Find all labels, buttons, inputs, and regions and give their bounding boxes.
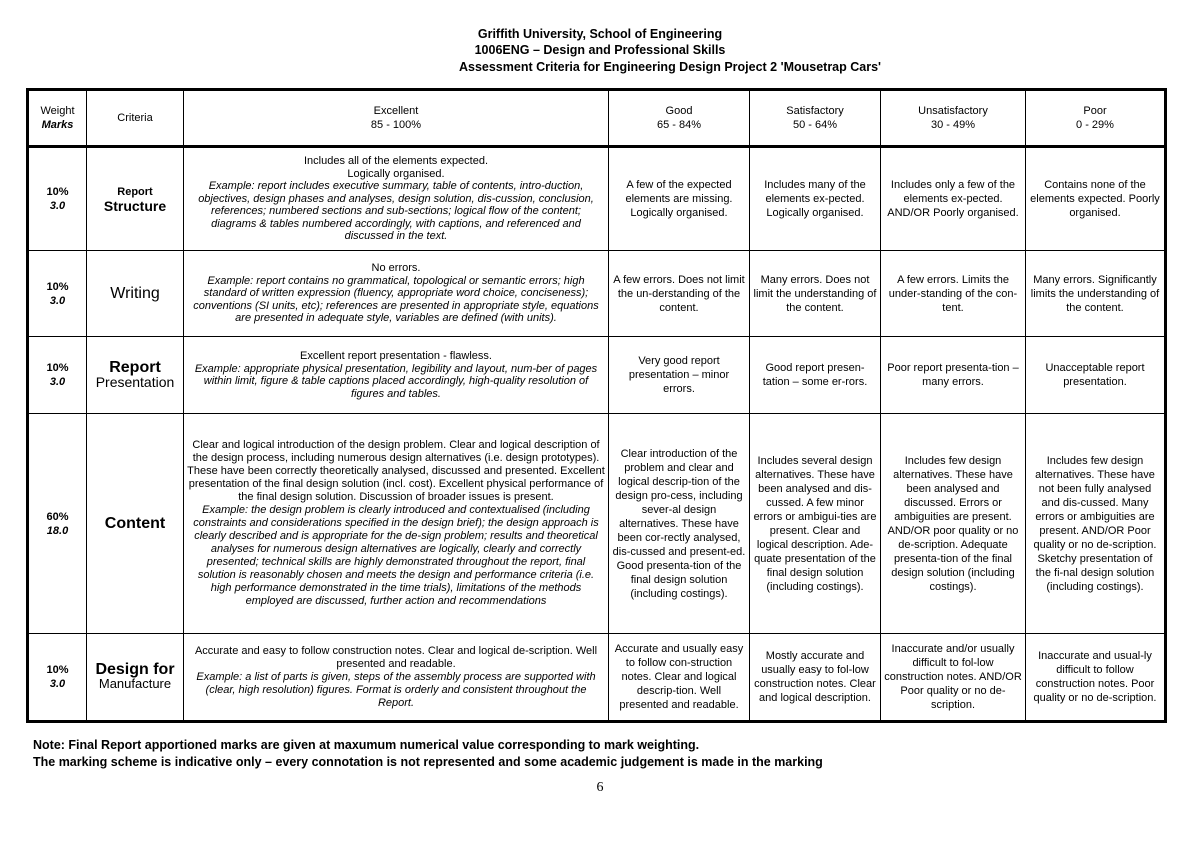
- excellent-text: Excellent report presentation - flawless.: [300, 350, 492, 362]
- excellent-example: Example: report includes executive summary, table of contents, intro-duction, objectives, design phases and analyses, design solution, dis-cussion, conclusion, references; numbered sections and sub-sections; logical flow of the content; diagrams & tables numbered accordingly, with captions, and referenced and discussed in the text.: [198, 180, 594, 243]
- excellent-text: Includes all of the elements expected.: [303, 155, 489, 168]
- table-row: [28, 414, 1166, 634]
- header-criteria: Criteria: [87, 90, 184, 147]
- cell-excellent: [184, 251, 609, 337]
- weight-percent: 10%: [46, 362, 69, 374]
- header-poor: [1026, 90, 1166, 147]
- table-row: [28, 337, 1166, 414]
- row-weight: [28, 251, 87, 337]
- level-name: Poor: [1083, 105, 1107, 117]
- cell-excellent: [184, 634, 609, 722]
- row-weight: [28, 337, 87, 414]
- weight-marks: 3.0: [49, 678, 66, 690]
- weight-percent: 10%: [46, 186, 69, 198]
- row-weight: [28, 147, 87, 251]
- header-unsatisfactory: [881, 90, 1026, 147]
- cell-excellent: [184, 414, 609, 634]
- cell-unsatisfactory: Includes few design alternatives. These have been analysed and discussed. Errors or ambiguities are present. AND/OR poor quality or no de-scription. Adequate presenta-tion of the final design solution (including costings).: [881, 414, 1026, 634]
- excellent-example: Example: appropriate physical presentation, legibility and layout, num-ber of pages within limit, figure & table captions placed accordingly, high-quality resolution of figures and tables.: [194, 362, 598, 400]
- excellent-text-2: Logically organised.: [347, 167, 445, 180]
- level-name: Good: [665, 105, 693, 117]
- document-title-university: Griffith University, School of Engineering: [477, 27, 723, 41]
- cell-good: A few errors. Does not limit the un-derstanding of the content.: [609, 251, 750, 337]
- level-range: 65 - 84%: [656, 119, 702, 131]
- cell-unsatisfactory: A few errors. Limits the under-standing of the con-tent.: [881, 251, 1026, 337]
- criteria-report-presentation: [87, 337, 184, 414]
- criteria-report-structure: [87, 147, 184, 251]
- excellent-text: Clear and logical introduction of the design problem. Clear and logical description of the design process, including numerous design alternatives (i.e. design prototypes). These have been correctly theoretically analysed, discussed and presented. Excellent presentation of the final design solution (incl. cost). Excellent physical performance of the final design solution. Discussion of broader issues is present.: [187, 439, 605, 503]
- cell-poor: Inaccurate and usual-ly difficult to follow construction notes. Poor quality or no de-scription.: [1026, 634, 1166, 722]
- table-row: [28, 147, 1166, 251]
- level-name: Satisfactory: [786, 105, 844, 117]
- cell-good: A few of the expected elements are missing. Logically organised.: [609, 147, 750, 251]
- criteria-line: Structure: [103, 198, 167, 214]
- assessment-criteria-table: [26, 88, 1167, 723]
- cell-good: Clear introduction of the problem and clear and logical descrip-tion of the design pro-cess, including sever-al design alternatives. These have been cor-rectly analysed, dis-cussed and present-ed. Good presenta-tion of the final design solution (including costings).: [609, 414, 750, 634]
- header-marks: Marks: [41, 119, 74, 131]
- criteria-line: Report: [109, 359, 161, 376]
- cell-excellent: [184, 147, 609, 251]
- document-title-assessment: Assessment Criteria for Engineering Design Project 2 'Mousetrap Cars': [458, 60, 882, 74]
- cell-satisfactory: Includes many of the elements ex-pected. Logically organised.: [750, 147, 881, 251]
- criteria-line: Report: [117, 186, 153, 198]
- document-title-course: 1006ENG – Design and Professional Skills: [474, 43, 726, 57]
- level-range: 85 - 100%: [370, 119, 422, 131]
- level-range: 50 - 64%: [792, 119, 838, 131]
- page-number: 6: [596, 780, 604, 795]
- row-weight: [28, 414, 87, 634]
- weight-marks: 3.0: [49, 294, 66, 307]
- cell-good: Accurate and usually easy to follow con-struction notes. Clear and logical descrip-tion. Well presented and readable.: [609, 634, 750, 722]
- weight-percent: 10%: [46, 664, 69, 676]
- footnotes: [33, 737, 823, 771]
- criteria-design-for-manufacture: [87, 634, 184, 722]
- weight-marks: 3.0: [49, 200, 66, 212]
- cell-excellent: [184, 337, 609, 414]
- criteria-line: Design for: [95, 661, 175, 678]
- cell-satisfactory: Many errors. Does not limit the understanding of the content.: [750, 251, 881, 337]
- cell-satisfactory: Includes several design alternatives. These have been analysed and dis-cussed. A few minor errors or ambigui-ties are present. Clear and logical description. Ade-quate presentation of the final design solution (including costings).: [750, 414, 881, 634]
- cell-poor: Many errors. Significantly limits the understanding of the content.: [1026, 251, 1166, 337]
- header-weight: Weight: [40, 105, 75, 117]
- excellent-text: Accurate and easy to follow construction notes. Clear and logical de-scription. Well presented and readable.: [194, 644, 598, 670]
- weight-marks: 18.0: [46, 524, 69, 537]
- header-satisfactory: [750, 90, 881, 147]
- footnote-marks: Note: Final Report apportioned marks are given at maxumum numerical value corresponding to mark weighting.: [33, 738, 700, 752]
- level-name: Excellent: [373, 105, 419, 117]
- excellent-example: Example: report contains no grammatical, topological or semantic errors; high standard of written expression (fluency, appropriate word choice, conciseness); conventions (SI units, etc); references are presented in appropriate style, equations are presented in adequate style, variables are defined (with units).: [193, 274, 599, 325]
- level-range: 30 - 49%: [930, 119, 976, 131]
- criteria-line: Content: [104, 514, 166, 532]
- header-good: [609, 90, 750, 147]
- footnote-indicative: The marking scheme is indicative only – every connotation is not represented and some academic judgement is made in the marking: [33, 755, 823, 769]
- cell-unsatisfactory: Poor report presenta-tion – many errors.: [881, 337, 1026, 414]
- criteria-line: Manufacture: [98, 676, 172, 691]
- weight-marks: 3.0: [49, 376, 66, 388]
- excellent-example: Example: a list of parts is given, steps of the assembly process are supported with (clear, high resolution) figures. Format is orderly and consistent throughout the Report.: [196, 670, 596, 709]
- level-name: Unsatisfactory: [918, 105, 988, 117]
- cell-satisfactory: Mostly accurate and usually easy to fol-low construction notes. Clear and logical description.: [750, 634, 881, 722]
- weight-percent: 60%: [46, 510, 69, 523]
- cell-poor: Unacceptable report presentation.: [1026, 337, 1166, 414]
- excellent-example: Example: the design problem is clearly introduced and contextualised (including constraints and considerations specified in the design brief); the design approach is clearly described and is appropriate for the de-sign problem; results and theoretical analyses for numerous design alternatives are logically, clearly and correctly presented; technical skills are highly demonstrated throughout the report, final solution is reasonably chosen and meets the design and performance criteria (i.e. high performance demonstrated in the time trials), limitations of the methods employed are discussed, further action and recommendations: [193, 504, 599, 607]
- cell-unsatisfactory: Inaccurate and/or usually difficult to fol-low construction notes. AND/OR Poor quality or no de-scription.: [881, 634, 1026, 722]
- row-weight: [28, 634, 87, 722]
- criteria-line: Presentation: [95, 374, 175, 390]
- level-range: 0 - 29%: [1076, 119, 1114, 131]
- cell-poor: Contains none of the elements expected. Poorly organised.: [1026, 147, 1166, 251]
- criteria-line: Writing: [110, 284, 160, 302]
- excellent-text: No errors.: [371, 262, 421, 275]
- table-row: [28, 251, 1166, 337]
- criteria-content: [87, 414, 184, 634]
- cell-poor: Includes few design alternatives. These have not been fully analysed and dis-cussed. Many errors or ambiguities are present. AND/OR Poor quality or no de-scription. Sketchy presentation of the fi-nal design solution (including costings).: [1026, 414, 1166, 634]
- weight-percent: 10%: [46, 280, 69, 293]
- criteria-writing: [87, 251, 184, 337]
- table-row: [28, 634, 1166, 722]
- header-excellent: [184, 90, 609, 147]
- cell-unsatisfactory: Includes only a few of the elements ex-pected. AND/OR Poorly organised.: [881, 147, 1026, 251]
- cell-good: Very good report presentation – minor errors.: [609, 337, 750, 414]
- cell-satisfactory: Good report presen-tation – some er-rors.: [750, 337, 881, 414]
- header-weight-marks: [28, 90, 87, 147]
